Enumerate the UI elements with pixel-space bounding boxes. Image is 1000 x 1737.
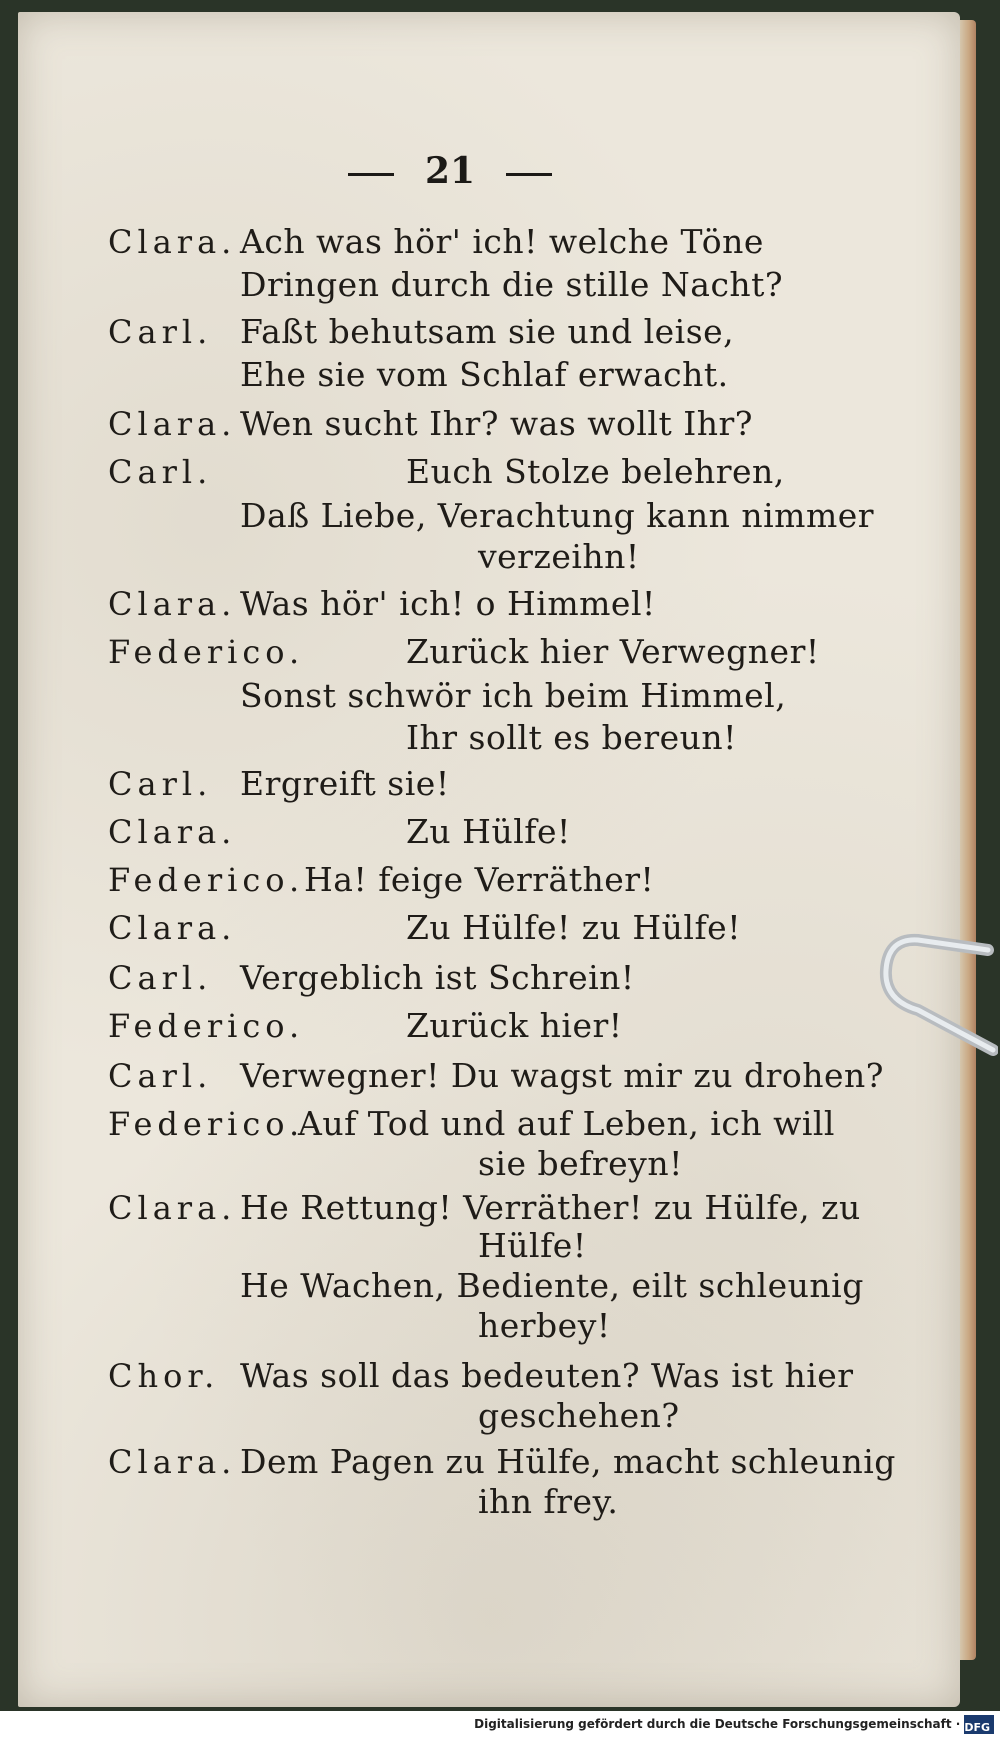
line-text: Dem Pagen zu Hülfe, macht schleunig [240, 1442, 896, 1481]
text-line [108, 1056, 884, 1095]
text-line [108, 908, 741, 947]
line-text: Ehe sie vom Schlaf erwacht. [240, 355, 729, 394]
text-line [108, 452, 785, 491]
text-line [478, 1226, 587, 1265]
speaker-name: Clara. [108, 405, 237, 443]
header-dash-right [506, 173, 552, 176]
text-line [108, 1104, 835, 1143]
speaker-name: Carl. [108, 1057, 213, 1095]
speaker-name: Clara. [108, 1189, 237, 1227]
text-line [240, 1266, 864, 1305]
line-text: Sonst schwör ich beim Himmel, [240, 676, 787, 715]
line-text: Daß Liebe, Verachtung kann nimmer [240, 496, 875, 535]
text-line [240, 676, 786, 715]
line-text: Ha! feige Verräther! [304, 860, 655, 899]
speaker-name: Chor. [108, 1357, 220, 1395]
speaker-name: Clara. [108, 813, 237, 851]
text-line [108, 860, 655, 899]
text-line [478, 1482, 618, 1521]
header-dash-left [348, 173, 394, 176]
line-text: Dringen durch die stille Nacht? [240, 265, 784, 304]
text-line [478, 537, 640, 576]
digitization-footer [0, 1711, 1000, 1737]
text-line [108, 1442, 896, 1481]
line-text: Faßt behutsam sie und leise, [240, 312, 735, 351]
text-line [240, 496, 874, 535]
text-line [108, 632, 820, 671]
page-header [0, 150, 900, 192]
text-line [240, 355, 729, 394]
speaker-name: Federico. [108, 1007, 305, 1045]
text-line [108, 1356, 854, 1395]
line-text: Zu Hülfe! zu Hülfe! [406, 908, 741, 947]
line-text: Ihr sollt es bereun! [406, 718, 737, 757]
line-text: Zurück hier Verwegner! [406, 632, 820, 671]
line-text: sie befreyn! [478, 1144, 683, 1183]
line-text: Auf Tod und auf Leben, ich will [298, 1104, 835, 1143]
line-text: Ach was hör' ich! welche Töne [240, 222, 764, 261]
line-text: Zu Hülfe! [406, 812, 571, 851]
speaker-name: Clara. [108, 1443, 237, 1481]
line-text: Vergeblich ist Schrein! [240, 958, 635, 997]
speaker-name: Clara. [108, 909, 237, 947]
text-line [108, 1188, 861, 1227]
line-text: Verwegner! Du wagst mir zu drohen? [240, 1056, 884, 1095]
line-text: Hülfe! [478, 1226, 587, 1265]
text-line [108, 584, 656, 623]
line-text: He Wachen, Bediente, eilt schleunig [240, 1266, 864, 1305]
text-line [108, 958, 635, 997]
line-text: Wen sucht Ihr? was wollt Ihr? [240, 404, 753, 443]
line-text: ihn frey. [478, 1482, 619, 1521]
paper-clip [878, 930, 998, 1080]
line-text: Zurück hier! [406, 1006, 623, 1045]
text-line [406, 718, 737, 757]
line-text: geschehen? [478, 1396, 680, 1435]
text-line [478, 1306, 611, 1345]
line-text: Ergreift sie! [240, 764, 450, 803]
speaker-name: Clara. [108, 585, 237, 623]
line-text: He Rettung! Verräther! zu Hülfe, zu [240, 1188, 861, 1227]
text-line [108, 812, 571, 851]
speaker-name: Federico. [108, 1105, 305, 1143]
speaker-name: Carl. [108, 313, 213, 351]
speaker-name: Carl. [108, 765, 213, 803]
speaker-name: Carl. [108, 453, 213, 491]
text-line [108, 222, 764, 261]
text-line [478, 1396, 680, 1435]
footer-credit: Digitalisierung gefördert durch die Deutsche Forschungsgemeinschaft · [474, 1717, 961, 1731]
text-line [108, 1006, 623, 1045]
page-number: 21 [424, 150, 476, 192]
page-edge [958, 20, 976, 1660]
line-text: herbey! [478, 1306, 611, 1345]
speaker-name: Clara. [108, 223, 237, 261]
text-line [478, 1144, 683, 1183]
speaker-name: Federico. [108, 633, 305, 671]
line-text: Was soll das bedeuten? Was ist hier [240, 1356, 854, 1395]
text-line [108, 764, 450, 803]
dfg-logo: DFG [964, 1715, 994, 1734]
text-line [240, 265, 783, 304]
speaker-name: Federico. [108, 861, 305, 899]
speaker-name: Carl. [108, 959, 213, 997]
text-line [108, 312, 735, 351]
line-text: Euch Stolze belehren, [406, 452, 785, 491]
text-line [108, 404, 753, 443]
line-text: Was hör' ich! o Himmel! [240, 584, 656, 623]
line-text: verzeihn! [478, 537, 640, 576]
